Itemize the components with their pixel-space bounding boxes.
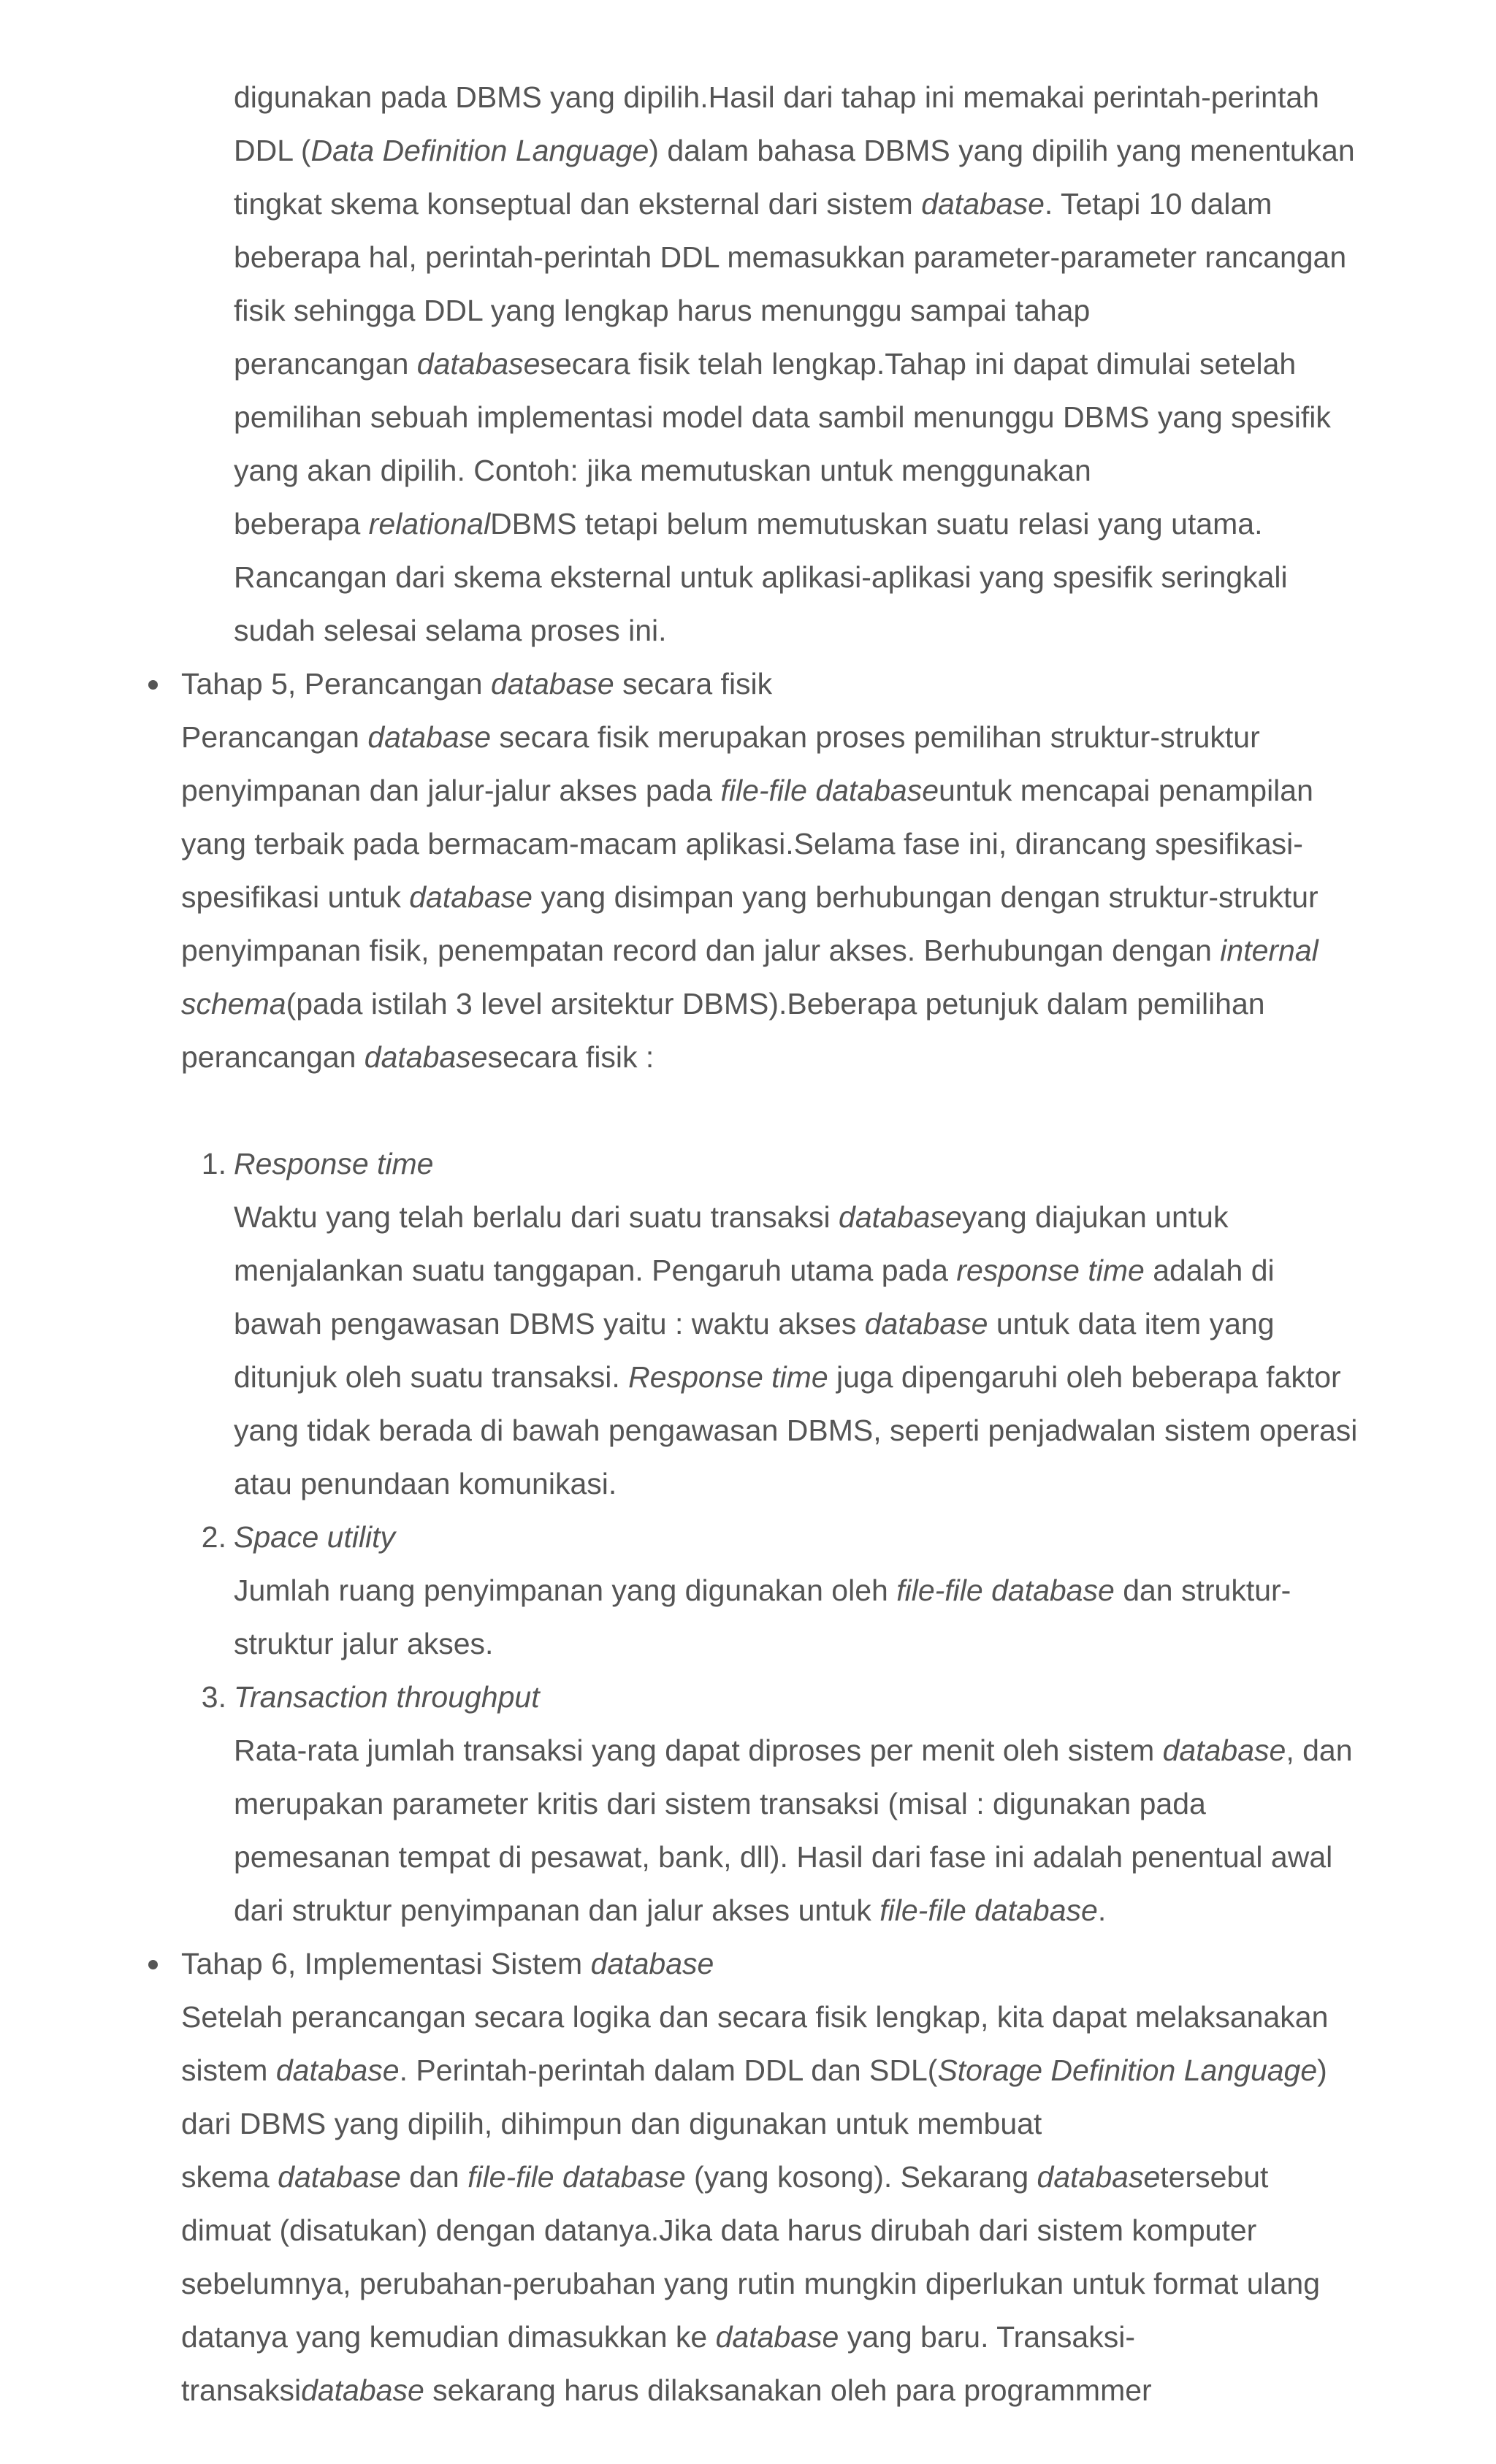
- text-line: datanya yang kemudian dimasukkan ke database yang baru. Transaksi-: [181, 2320, 1135, 2354]
- stage5-numbered-list: [201, 1137, 1452, 1937]
- stage6-section: [181, 1937, 1452, 2417]
- stage6-heading-text: Tahap 6, Implementasi Sistem database: [181, 1947, 714, 1980]
- italic-term: file-file database: [720, 774, 939, 807]
- italic-term: file-file database: [896, 1574, 1115, 1607]
- numbered-list-item: [201, 1671, 1452, 1937]
- list-item-number: 3.: [201, 1680, 226, 1714]
- text-line: digunakan pada DBMS yang dipilih.Hasil dari tahap ini memakai perintah-perintah: [234, 80, 1319, 114]
- list-item-title: [201, 1137, 1452, 1191]
- text-line: transaksidatabase sekarang harus dilaksanakan oleh para programmmer: [181, 2373, 1152, 2407]
- bullet-icon: [148, 680, 158, 690]
- text-line: spesifikasi untuk database yang disimpan yang berhubungan dengan struktur-struktur: [181, 880, 1318, 914]
- stage5-paragraph: [181, 711, 1452, 1084]
- list-item-text-line: yang tidak berada di bawah pengawasan DBMS, seperti penjadwalan sistem operasi: [234, 1414, 1358, 1447]
- text-line: pemilihan sebuah implementasi model data sambil menunggu DBMS yang spesifik: [234, 400, 1331, 434]
- text-line: tingkat skema konseptual dan eksternal dari sistem database. Tetapi 10 dalam: [234, 187, 1272, 221]
- text-line: penyimpanan fisik, penempatan record dan jalur akses. Berhubungan dengan internal: [181, 934, 1318, 967]
- italic-term: database: [590, 1947, 714, 1980]
- list-item-title: [201, 1671, 1452, 1724]
- italic-term: database: [1162, 1733, 1286, 1767]
- text-line: sistem database. Perintah-perintah dalam DDL dan SDL(Storage Definition Language): [181, 2053, 1327, 2087]
- list-item-number: 2.: [201, 1520, 226, 1554]
- italic-term: internal: [1220, 934, 1318, 967]
- italic-term: database: [416, 347, 541, 381]
- list-item-text-line: struktur jalur akses.: [234, 1627, 494, 1660]
- italic-term: database: [301, 2373, 424, 2407]
- text-line: dimuat (disatukan) dengan datanya.Jika data harus dirubah dari sistem komputer: [181, 2213, 1257, 2247]
- text-line: Perancangan database secara fisik merupakan proses pemilihan struktur-struktur: [181, 720, 1260, 754]
- list-item-text-line: pemesanan tempat di pesawat, bank, dll). Hasil dari fase ini adalah penentual awal: [234, 1840, 1333, 1874]
- list-item-number: 1.: [201, 1147, 226, 1180]
- text-line: Setelah perancangan secara logika dan secara fisik lengkap, kita dapat melaksanakan: [181, 2000, 1329, 2034]
- list-item-text-line: menjalankan suatu tanggapan. Pengaruh utama pada response time adalah di: [234, 1254, 1275, 1287]
- list-item-text-line: atau penundaan komunikasi.: [234, 1467, 617, 1500]
- italic-term: Storage Definition Language: [937, 2053, 1318, 2087]
- text-line: DDL (Data Definition Language) dalam bahasa DBMS yang dipilih yang menentukan: [234, 134, 1355, 167]
- text-line: perancangan databasesecara fisik telah lengkap.Tahap ini dapat dimulai setelah: [234, 347, 1297, 381]
- text-line: Rancangan dari skema eksternal untuk aplikasi-aplikasi yang spesifik seringkali: [234, 560, 1288, 594]
- italic-term: schema: [181, 987, 286, 1021]
- italic-term: database: [921, 187, 1045, 221]
- list-item-text-line: merupakan parameter kritis dari sistem transaksi (misal : digunakan pada: [234, 1787, 1206, 1820]
- list-item-title: [201, 1511, 1452, 1564]
- list-item-text-line: Jumlah ruang penyimpanan yang digunakan oleh file-file database dan struktur-: [234, 1574, 1291, 1607]
- stage5-heading: [181, 657, 1452, 711]
- stage6-paragraph: [181, 1991, 1452, 2417]
- numbered-list-item: [201, 1511, 1452, 1671]
- italic-term: database: [367, 720, 492, 754]
- list-item-title-text: Response time: [234, 1147, 434, 1180]
- list-item-text-line: dari struktur penyimpanan dan jalur akses untuk file-file database.: [234, 1893, 1107, 1927]
- text-line: sebelumnya, perubahan-perubahan yang rutin mungkin diperlukan untuk format ulang: [181, 2267, 1321, 2300]
- list-item-text-line: bawah pengawasan DBMS yaitu : waktu akses database untuk data item yang: [234, 1307, 1275, 1340]
- stage5-heading-text: Tahap 5, Perancangan database secara fisik: [181, 667, 773, 701]
- italic-term: Data Definition Language: [310, 134, 649, 167]
- italic-term: file-file database: [879, 1893, 1098, 1927]
- list-item-title-text: Transaction throughput: [234, 1680, 540, 1714]
- italic-term: relational: [368, 507, 491, 541]
- italic-term: database: [364, 1040, 488, 1074]
- italic-term: database: [278, 2160, 401, 2194]
- italic-term: database: [275, 2053, 400, 2087]
- list-item-text-line: Waktu yang telah berlalu dari suatu transaksi databaseyang diajukan untuk: [234, 1200, 1229, 1234]
- italic-term: database: [409, 880, 533, 914]
- text-line: schema(pada istilah 3 level arsitektur DBMS).Beberapa petunjuk dalam pemilihan: [181, 987, 1265, 1021]
- list-item-title-text: Space utility: [234, 1520, 396, 1554]
- italic-term: file-file database: [468, 2160, 686, 2194]
- list-item-text-line: ditunjuk oleh suatu transaksi. Response time juga dipengaruhi oleh beberapa faktor: [234, 1360, 1341, 1394]
- continuation-paragraph: [234, 71, 1452, 657]
- text-line: dari DBMS yang dipilih, dihimpun dan digunakan untuk membuat: [181, 2107, 1042, 2140]
- text-line: sudah selesai selama proses ini.: [234, 614, 667, 647]
- text-line: skema database dan file-file database (yang kosong). Sekarang databasetersebut: [181, 2160, 1269, 2194]
- bullet-icon: [148, 1960, 158, 1969]
- list-item-text-line: Rata-rata jumlah transaksi yang dapat diproses per menit oleh sistem database, dan: [234, 1733, 1353, 1767]
- text-line: penyimpanan dan jalur-jalur akses pada file-file databaseuntuk mencapai penampilan: [181, 774, 1313, 807]
- italic-term: response time: [956, 1254, 1145, 1287]
- stage6-heading: [181, 1937, 1452, 1991]
- text-line: beberapa relationalDBMS tetapi belum memutuskan suatu relasi yang utama.: [234, 507, 1263, 541]
- text-line: yang akan dipilih. Contoh: jika memutuskan untuk menggunakan: [234, 454, 1091, 487]
- spacer: [181, 1084, 1452, 1137]
- stage5-section: [181, 657, 1452, 1937]
- italic-term: database: [1037, 2160, 1161, 2194]
- italic-term: database: [839, 1200, 962, 1234]
- italic-term: Response time: [628, 1360, 828, 1394]
- italic-term: database: [715, 2320, 839, 2354]
- italic-term: database: [864, 1307, 988, 1340]
- text-line: fisik sehingga DDL yang lengkap harus menunggu sampai tahap: [234, 294, 1091, 327]
- text-line: perancangan databasesecara fisik :: [181, 1040, 654, 1074]
- text-line: yang terbaik pada bermacam-macam aplikasi.Selama fase ini, dirancang spesifikasi-: [181, 827, 1303, 861]
- italic-term: database: [491, 667, 614, 701]
- text-line: beberapa hal, perintah-perintah DDL memasukkan parameter-parameter rancangan: [234, 240, 1347, 274]
- numbered-list-item: [201, 1137, 1452, 1511]
